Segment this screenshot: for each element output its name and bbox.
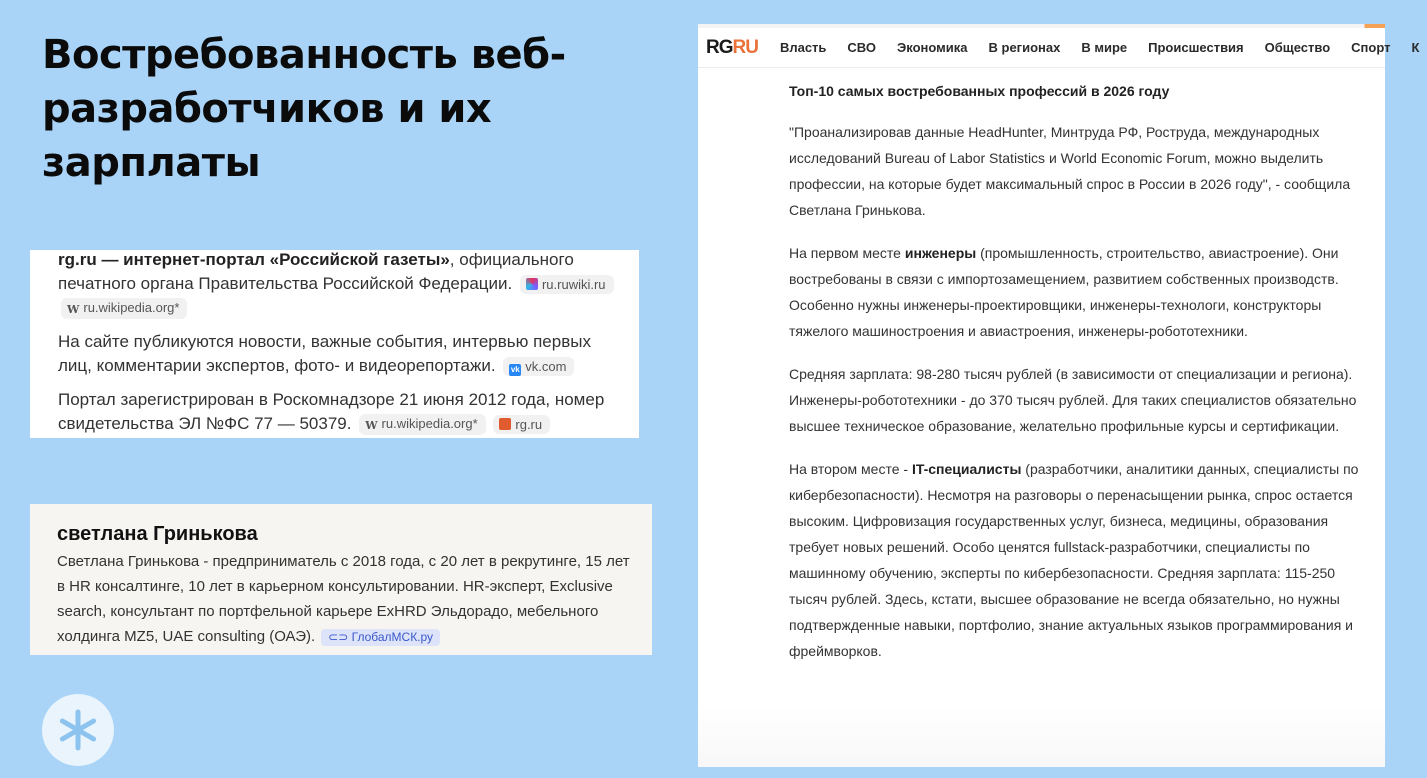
source-chip-wikipedia[interactable]	[61, 298, 187, 319]
nav-item-world[interactable]: В мире	[1081, 40, 1128, 55]
rg-info-paragraph-3	[58, 388, 627, 436]
person-name: светлана Гринькова	[57, 523, 258, 545]
source-chip-vk[interactable]	[503, 357, 574, 376]
person-description-text: Светлана Гринькова - предприниматель с 2018 года, с 20 лет в рекрутинге, 15 лет в HR консалтинге, 10 лет в карьерном консультировании. HR-эксперт, Exclusive search, консультант по портфельной карьере ExHRD Эльдорадо, мебельного холдинга MZ5, UAE consulting (ОАЭ).	[57, 553, 630, 645]
article-body	[698, 68, 1385, 664]
highlight-it: IT-специалисты	[911, 461, 1022, 477]
article-paragraph-3: Средняя зарплата: 98-280 тысяч рублей (в зависимости от специализации и региона). Инженеры-робототехники - до 370 тысяч рублей. Для таких специалистов обязательно высшее техническое образование, желательно профильные курсы и сертификации.	[789, 366, 1357, 434]
source-chip-ruwiki[interactable]	[520, 275, 614, 294]
source-chip-globalmsk[interactable]	[321, 629, 440, 646]
source-chip-wikipedia-2[interactable]	[359, 414, 485, 435]
nav-item-culture[interactable]: К	[1411, 40, 1420, 55]
nav-item-svo[interactable]: СВО	[847, 40, 876, 55]
rg-info-paragraph-2	[58, 330, 627, 378]
wikipedia-icon: W	[365, 419, 378, 433]
source-chip-label: vk.com	[525, 359, 567, 375]
source-chip-label: ru.wikipedia.org*	[83, 300, 180, 316]
nav-item-incidents[interactable]: Происшествия	[1148, 40, 1244, 55]
link-icon: ⊂⊃	[328, 629, 352, 644]
article-paragraph-1: "Проанализировав данные HeadHunter, Минтруда РФ, Роструда, международных исследований Bureau of Labor Statistics и World Economic Forum, можно выделить профессии, на которые будет максимальный спрос в России в 2026 году", - сообщила Светлана Гринькова.	[789, 124, 1351, 218]
nav-item-vlast[interactable]: Власть	[779, 40, 827, 55]
rg-logo[interactable]: RGRU	[706, 36, 758, 58]
article-heading: Топ-10 самых востребованных профессий в 2026 году	[789, 83, 1170, 99]
person-card	[30, 504, 652, 655]
nav-item-economy[interactable]: Экономика	[897, 40, 968, 55]
article-paragraph-4: На втором месте - IT-специалисты (разработчики, аналитики данных, специалисты по кибербезопасности). Несмотря на разговоры о перенасыщении рынка, спрос остается высоким. Цифровизация государственных услуг, бизнеса, медицины, образования требует новых решений. Особо ценятся fullstack-разработчики, специалисты по машинному обучению, эксперты по кибербезопасности. Средняя зарплата: 115-250 тысяч рублей. Здесь, кстати, высшее образование не всегда обязательно, но нужны подтвержденные навыки, портфолио, знание актуальных языков программирования и фреймворков.	[789, 461, 1359, 659]
vk-icon: vk	[510, 365, 520, 375]
ruwiki-icon	[526, 278, 538, 290]
nav-item-society[interactable]: Общество	[1264, 40, 1331, 55]
rg-info-text: , официального печатного органа Правительства Российской Федерации.	[58, 250, 574, 293]
nav-item-regions[interactable]: В регионах	[988, 40, 1061, 55]
asterisk-icon	[56, 708, 100, 752]
site-navbar	[698, 28, 1420, 68]
highlight-engineers: инженеры	[904, 245, 977, 261]
rg-icon	[499, 418, 511, 430]
rg-info-text: Портал зарегистрирован в Роскомнадзоре 21 июня 2012 года, номер свидетельства ЭЛ №ФС 77 — 50379.	[58, 390, 605, 433]
article-paragraph-2: На первом месте инженеры (промышленность, строительство, авиастроение). Они востребованы в связи с импортозамещением, развитием собственных производств. Особенно нужны инженеры-проектировщики, инженеры-технологи, конструкторы тяжелого машиностроения и авиастроения, инженеры-робототехники.	[789, 245, 1339, 339]
source-chip-label: ru.ruwiki.ru	[541, 277, 606, 293]
nav-item-sport[interactable]: Спорт	[1351, 40, 1391, 55]
source-chip-label: ГлобалМСК.ру	[351, 629, 434, 644]
slide-title: Востребованность веб-разработчиков и их зарплаты	[42, 32, 566, 186]
article-screenshot	[698, 24, 1420, 767]
bottom-fade	[698, 707, 1385, 767]
rg-info-card	[30, 250, 639, 438]
source-chip-label: rg.ru	[515, 417, 543, 433]
wikipedia-icon: W	[67, 303, 80, 317]
rg-info-paragraph-1	[58, 248, 627, 320]
source-chip-label: ru.wikipedia.org*	[381, 416, 478, 432]
person-description	[57, 549, 636, 649]
source-chip-rg[interactable]	[493, 415, 550, 434]
rg-info-text: На сайте публикуются новости, важные события, интервью первых лиц, комментарии экспертов, фото- и видеорепортажи.	[58, 332, 591, 375]
rg-info-bold-text: rg.ru — интернет-портал «Российской газеты»	[58, 250, 450, 269]
brand-logo	[42, 694, 114, 766]
